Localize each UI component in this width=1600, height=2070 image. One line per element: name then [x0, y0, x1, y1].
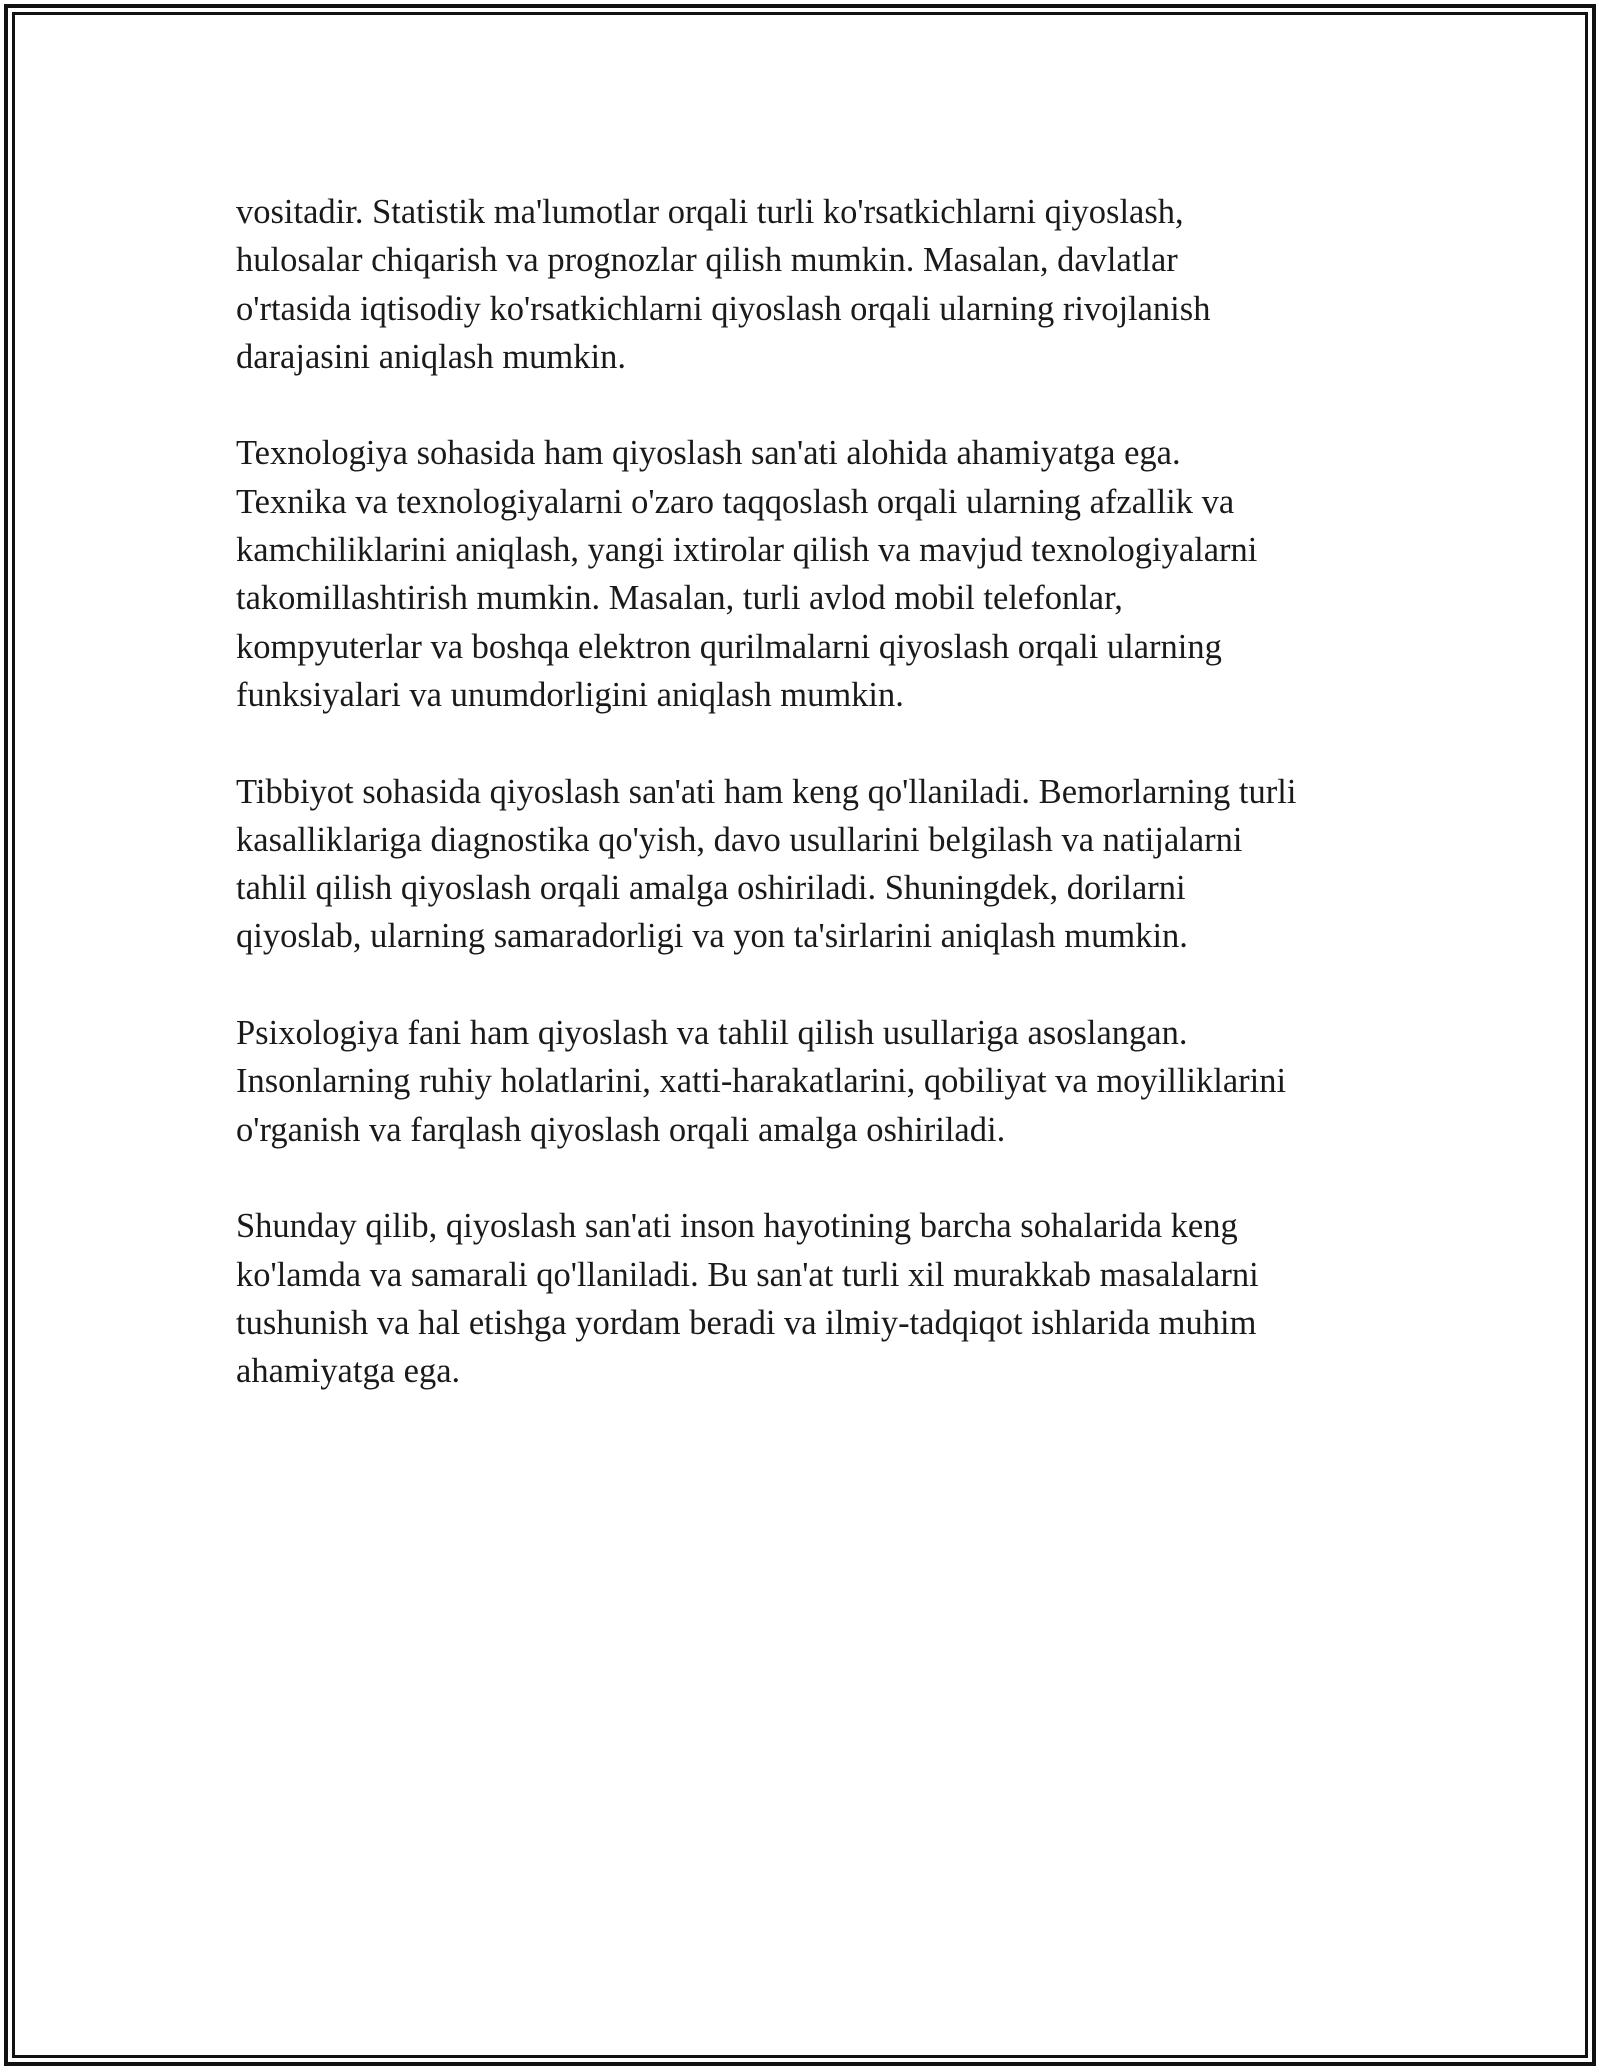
text-line: ko'lamda va samarali qo'llaniladi. Bu san'at turli xil murakkab masalalarni	[236, 1255, 1259, 1294]
paragraph-technology	[236, 429, 1416, 719]
text-line: Insonlarning ruhiy holatlarini, xatti-harakatlarini, qobiliyat va moyilliklarini	[236, 1062, 1287, 1101]
text-line: Tibbiyot sohasida qiyoslash san'ati ham keng qo'llaniladi. Bemorlarning turli	[236, 772, 1297, 811]
text-line: o'rtasida iqtisodiy ko'rsatkichlarni qiyoslash orqali ularning rivojlanish	[236, 289, 1211, 328]
paragraph-medicine	[236, 768, 1416, 961]
document-body	[236, 188, 1416, 1444]
paragraph-conclusion	[236, 1202, 1416, 1395]
text-line: Texnologiya sohasida ham qiyoslash san'ati alohida ahamiyatga ega.	[236, 434, 1181, 473]
text-line: kasalliklariga diagnostika qo'yish, davo usullarini belgilash va natijalarni	[236, 820, 1243, 859]
paragraph-statistics	[236, 188, 1416, 381]
text-line: darajasini aniqlash mumkin.	[236, 337, 626, 376]
text-line: kompyuterlar va boshqa elektron qurilmalarni qiyoslash orqali ularning	[236, 627, 1222, 666]
paragraph-psychology	[236, 1009, 1416, 1154]
text-line: tushunish va hal etishga yordam beradi va ilmiy-tadqiqot ishlarida muhim	[236, 1303, 1257, 1342]
text-line: vositadir. Statistik ma'lumotlar orqali turli ko'rsatkichlarni qiyoslash,	[236, 193, 1184, 231]
text-line: ahamiyatga ega.	[236, 1352, 461, 1391]
text-line: o'rganish va farqlash qiyoslash orqali amalga oshiriladi.	[236, 1110, 1006, 1149]
text-line: qiyoslab, ularning samaradorligi va yon ta'sirlarini aniqlash mumkin.	[236, 917, 1188, 956]
text-line: funksiyalari va unumdorligini aniqlash mumkin.	[236, 675, 904, 714]
text-line: hulosalar chiqarish va prognozlar qilish mumkin. Masalan, davlatlar	[236, 241, 1178, 280]
text-line: kamchiliklarini aniqlash, yangi ixtirolar qilish va mavjud texnologiyalarni	[236, 531, 1258, 570]
text-line: Shunday qilib, qiyoslash san'ati inson hayotining barcha sohalarida keng	[236, 1207, 1238, 1246]
text-line: Psixologiya fani ham qiyoslash va tahlil qilish usullariga asoslangan.	[236, 1014, 1188, 1053]
text-line: Texnika va texnologiyalarni o'zaro taqqoslash orqali ularning afzallik va	[236, 482, 1235, 521]
text-line: tahlil qilish qiyoslash orqali amalga oshiriladi. Shuningdek, dorilarni	[236, 869, 1186, 908]
text-line: takomillashtirish mumkin. Masalan, turli avlod mobil telefonlar,	[236, 579, 1123, 618]
